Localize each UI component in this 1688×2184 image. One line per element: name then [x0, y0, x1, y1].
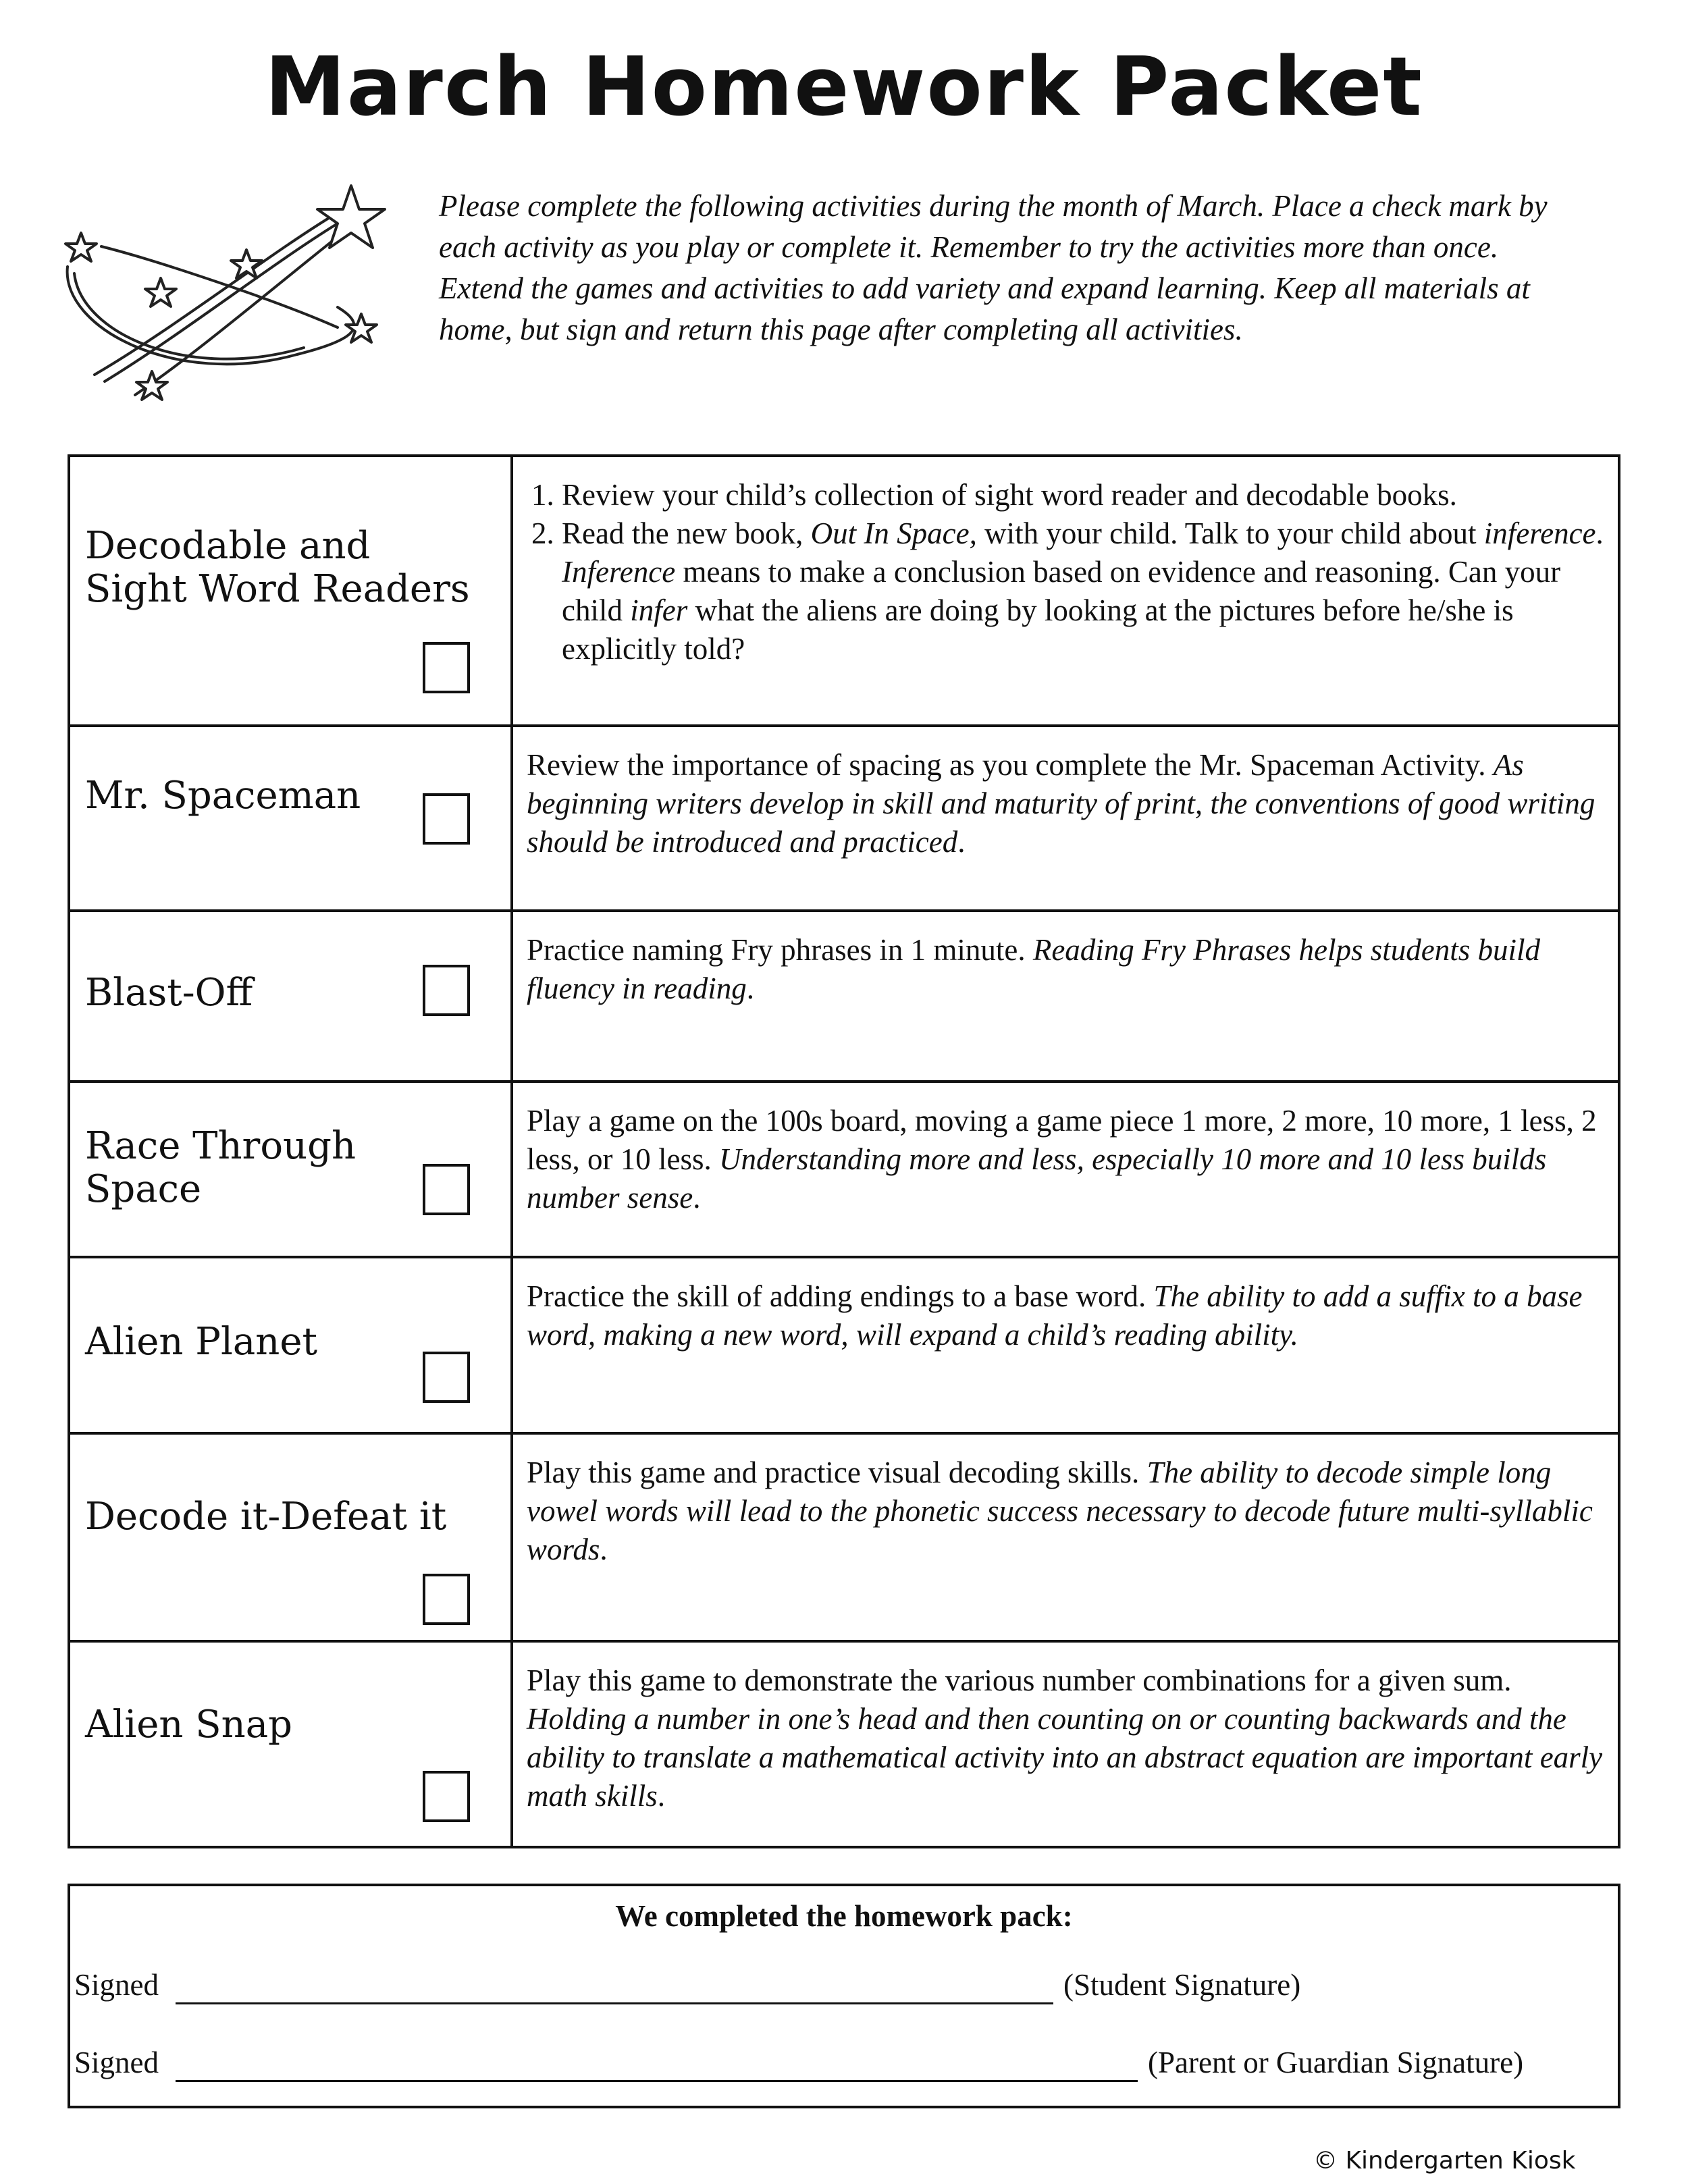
description-text: Practice naming Fry phrases in 1 minute. [527, 933, 1033, 967]
student-signature-role: (Student Signature) [1063, 1968, 1301, 2002]
instructions-text: Please complete the following activities during the month of March. Place a check mark by each activity as you play or complete it. Remember to try the activities more than once. Extend the games and activities to add variety and expand learning. Keep all materials at home, but sign and return this page after completing all activities. [439, 189, 1548, 346]
activity-name-cell [69, 1433, 512, 1641]
table-row [69, 726, 1619, 911]
activities-table [68, 454, 1620, 1848]
activity-title [85, 774, 361, 818]
steps-list [527, 476, 1604, 668]
table-row [69, 1257, 1619, 1433]
description-rationale: Holding a number in one’s head and then counting on or counting backwards and the ability to translate a mathematical activity into an abstract equation are important early math skills [527, 1702, 1603, 1813]
table-row [69, 1433, 1619, 1641]
activity-description [512, 1433, 1619, 1641]
term-text: infer [630, 593, 688, 627]
activity-title-line: Decodable and [85, 524, 371, 568]
shooting-stars-illustration [54, 172, 405, 422]
description-text: Play this game and practice visual decoding skills. [527, 1456, 1147, 1489]
activity-title-line: Mr. Spaceman [85, 774, 361, 818]
activity-title-line: Alien Planet [85, 1320, 317, 1364]
student-signature-field[interactable] [176, 2002, 1053, 2004]
activity-title-line: Alien Snap [85, 1703, 292, 1747]
description-rationale: Reading Fry Phrases helps students build fluency in reading [527, 933, 1541, 1005]
table-row [69, 456, 1619, 726]
activity-description [512, 726, 1619, 911]
activity-name-cell [69, 456, 512, 726]
signed-label: Signed [74, 1968, 159, 2002]
step-text: Review your child’s collection of sight word reader and decodable books. [562, 478, 1457, 512]
activity-title-line: Decode it-Defeat it [85, 1495, 447, 1539]
parent-signature-role: (Parent or Guardian Signature) [1148, 2046, 1524, 2079]
activity-name-cell [69, 726, 512, 911]
signature-heading: We completed the homework pack: [615, 1899, 1073, 1933]
list-item [562, 514, 1604, 668]
description-rationale: The ability to decode simple long vowel words will lead to the phonetic success necessary to decode future multi-syllablic words [527, 1456, 1593, 1566]
description-text: Play a game on the 100s board, moving a game piece 1 more, 2 more, 10 more, 1 less, 2 less, or 10 less. [527, 1104, 1597, 1176]
activity-description [512, 456, 1619, 726]
activity-title [85, 1495, 446, 1539]
table-row [69, 911, 1619, 1082]
activity-description [512, 1257, 1619, 1433]
activity-name-cell [69, 1257, 512, 1433]
description-rationale: The ability to add a suffix to a base word, making a new word, will expand a child’s reading ability. [527, 1279, 1583, 1352]
step-text: Read the new book, [562, 516, 811, 550]
description-text: Practice the skill of adding endings to a base word. [527, 1279, 1154, 1313]
instructions-paragraph [439, 186, 1573, 350]
book-title: Out In Space, [810, 516, 977, 550]
page-title: March Homework Packet [265, 41, 1423, 134]
activity-title [85, 525, 470, 611]
description-end: . [746, 971, 754, 1005]
activity-title [85, 1703, 292, 1747]
activity-checkbox[interactable] [423, 642, 470, 693]
table-row [69, 1082, 1619, 1257]
term-text: Inference [562, 555, 676, 589]
activity-title-line: Blast-Off [85, 971, 253, 1015]
term-text: inference [1483, 516, 1596, 550]
activity-checkbox[interactable] [423, 1771, 470, 1822]
step-text: with your child. Talk to your child about [976, 516, 1484, 550]
activity-title-line: Sight Word Readers [85, 567, 470, 611]
activity-checkbox[interactable] [423, 1574, 470, 1625]
activity-description [512, 911, 1619, 1082]
step-text: what the aliens are doing by looking at the pictures before he/she is explicitly told? [562, 593, 1514, 666]
activity-checkbox[interactable] [423, 793, 470, 845]
description-text: Review the importance of spacing as you complete the Mr. Spaceman Activity. [527, 748, 1494, 782]
activity-title [85, 971, 253, 1015]
description-rationale: Understanding more and less, especially 10 more and 10 less builds number sense [527, 1142, 1547, 1215]
activity-checkbox[interactable] [423, 965, 470, 1016]
activity-title-line: Space [85, 1167, 202, 1211]
activity-title [85, 1321, 317, 1364]
activity-description [512, 1082, 1619, 1257]
table-row [69, 1641, 1619, 1847]
activity-name-cell [69, 1641, 512, 1847]
description-text: Play this game to demonstrate the various number combinations for a given sum. [527, 1663, 1512, 1697]
description-end: . [957, 825, 966, 859]
activity-name-cell [69, 911, 512, 1082]
description-end: . [657, 1779, 666, 1813]
copyright-text: © Kindergarten Kiosk [1313, 2147, 1576, 2175]
description-rationale: As beginning writers develop in skill and maturity of print, the conventions of good writing should be introduced and practiced [527, 748, 1595, 859]
signature-box [68, 1884, 1620, 2108]
description-end: . [693, 1181, 701, 1215]
activity-description [512, 1641, 1619, 1847]
list-item [562, 476, 1604, 514]
parent-signature-field[interactable] [176, 2080, 1138, 2082]
step-text: means to make a conclusion based on evidence and reasoning. Can your child [562, 555, 1561, 627]
description-end: . [600, 1533, 608, 1566]
step-text: . [1595, 516, 1604, 550]
activity-checkbox[interactable] [423, 1352, 470, 1403]
activity-title-line: Race Through [85, 1124, 357, 1168]
activity-title [85, 1125, 356, 1211]
activity-name-cell [69, 1082, 512, 1257]
signed-label: Signed [74, 2046, 159, 2079]
activity-checkbox[interactable] [423, 1164, 470, 1215]
